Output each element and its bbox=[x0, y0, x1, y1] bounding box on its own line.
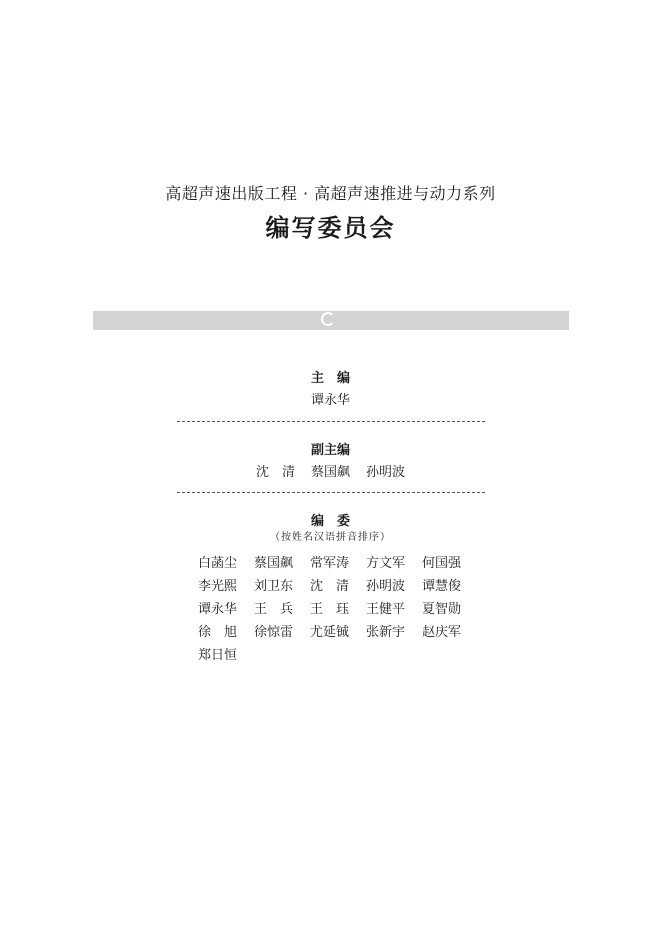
committee-member: 王 兵 bbox=[254, 602, 294, 617]
chief-editor-heading: 主 编 bbox=[310, 371, 350, 386]
decorative-band bbox=[93, 311, 569, 330]
committee-member: 王 珏 bbox=[310, 602, 350, 617]
committee-member: 夏智勋 bbox=[422, 602, 462, 617]
committee-member: 沈 清 bbox=[310, 579, 350, 594]
committee-member: 刘卫东 bbox=[254, 579, 294, 594]
committee-member-list bbox=[198, 554, 488, 665]
committee-member: 张新宇 bbox=[366, 625, 406, 640]
committee-member: 谭慧俊 bbox=[422, 579, 462, 594]
chief-editor-name: 谭永华 bbox=[310, 393, 350, 408]
committee-member: 李光熙 bbox=[198, 579, 238, 594]
committee-member: 方文军 bbox=[366, 556, 406, 571]
section-divider bbox=[177, 421, 485, 422]
committee-member: 常军涛 bbox=[310, 556, 350, 571]
committee-member: 谭永华 bbox=[198, 602, 238, 617]
committee-heading: 编 委 bbox=[310, 514, 350, 529]
committee-member: 徐 旭 bbox=[198, 625, 238, 640]
committee-member: 白菡尘 bbox=[198, 556, 238, 571]
deputy-editor-name: 蔡国飙 bbox=[310, 465, 350, 480]
deputy-editor-names bbox=[0, 461, 661, 480]
ornament-icon bbox=[321, 312, 335, 326]
committee-member: 郑日恒 bbox=[198, 648, 238, 663]
committee-member: 尤延铖 bbox=[310, 625, 350, 640]
committee-member: 徐惊雷 bbox=[254, 625, 294, 640]
section-divider bbox=[177, 492, 485, 493]
series-title: 高超声速出版工程 · 高超声速推进与动力系列 bbox=[165, 184, 496, 203]
committee-member: 王健平 bbox=[366, 602, 406, 617]
deputy-editor-heading: 副主编 bbox=[310, 443, 350, 458]
committee-title: 编写委员会 bbox=[265, 213, 396, 242]
sort-order-note: （按姓名汉语拼音排序） bbox=[270, 532, 391, 543]
deputy-editor-name: 孙明波 bbox=[366, 465, 406, 480]
committee-member: 何国强 bbox=[422, 556, 462, 571]
committee-member: 赵庆军 bbox=[422, 625, 462, 640]
committee-member: 孙明波 bbox=[366, 579, 406, 594]
committee-member: 蔡国飙 bbox=[254, 556, 294, 571]
deputy-editor-name: 沈 清 bbox=[255, 465, 295, 480]
